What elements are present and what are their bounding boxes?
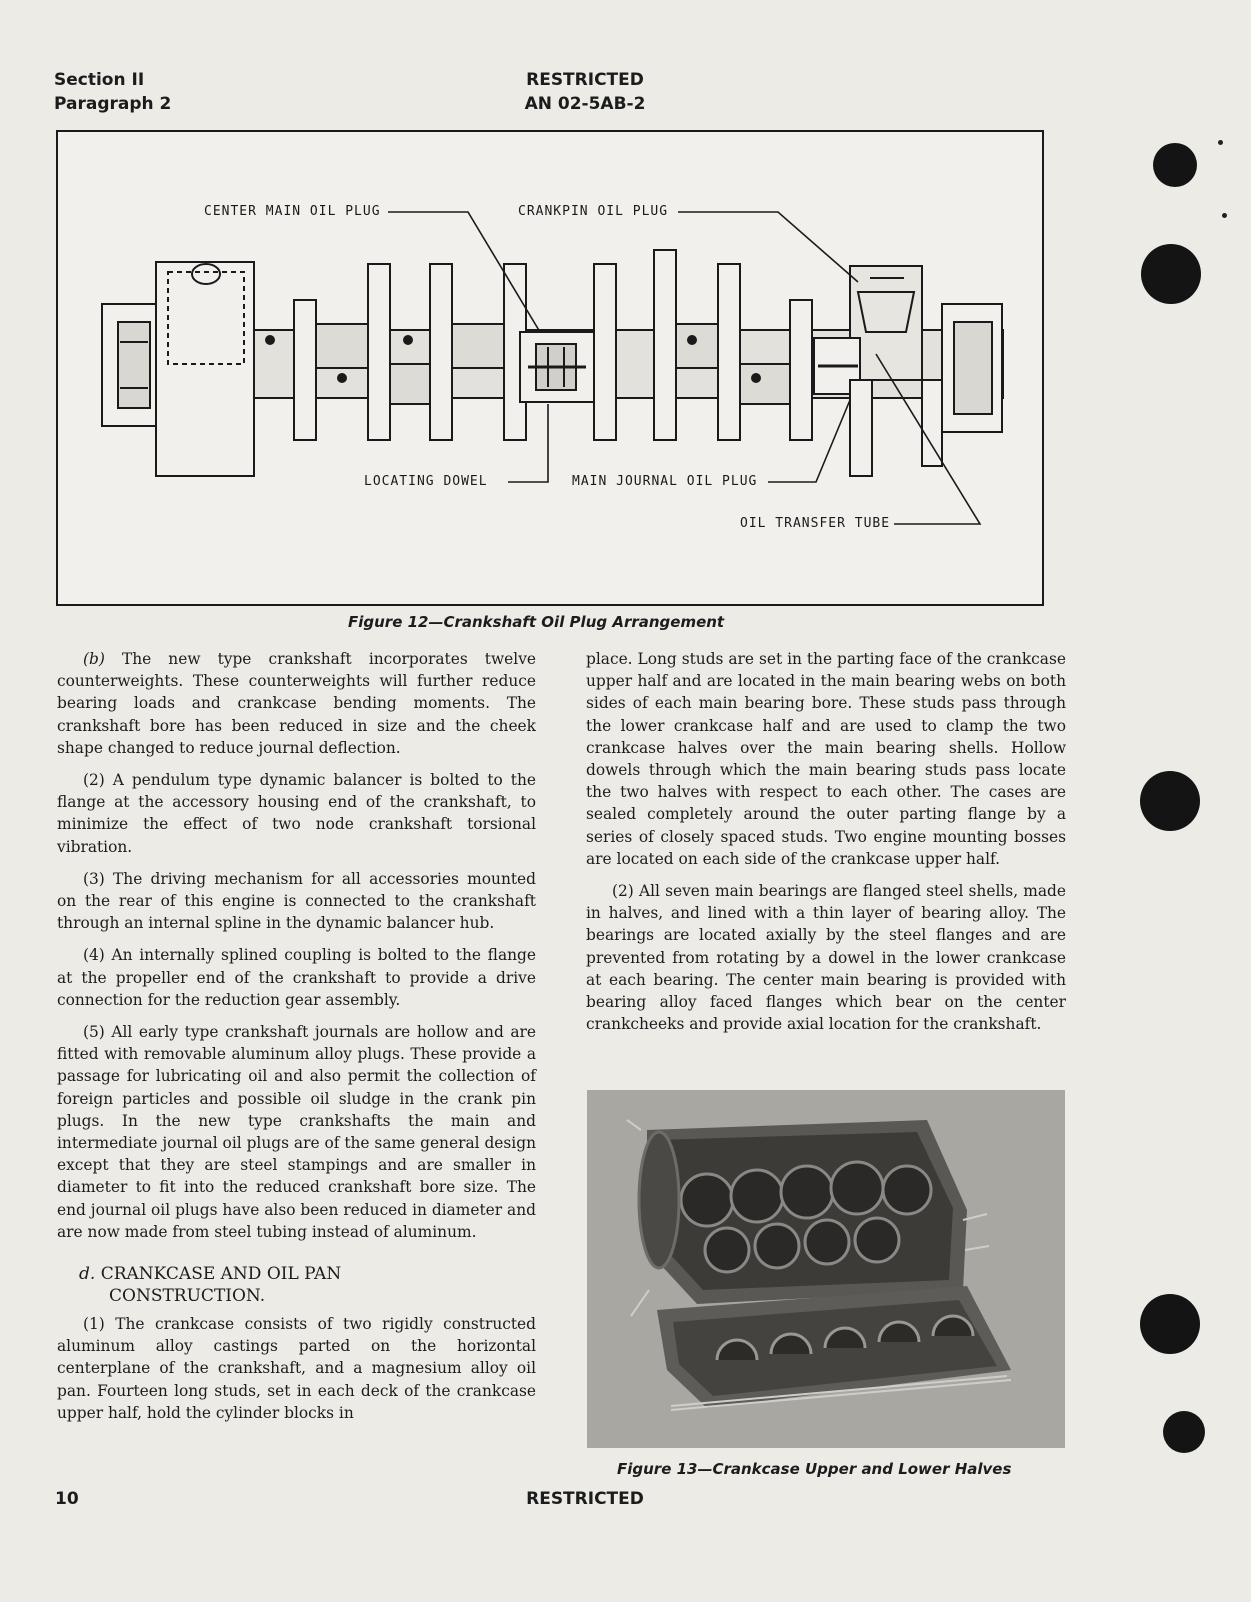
left-column [57, 648, 536, 1434]
page-number: 10 [55, 1489, 79, 1509]
figure-13-crankcase-photo [587, 1090, 1065, 1448]
callout-crankpin-oil-plug: CRANKPIN OIL PLUG [518, 204, 669, 219]
crankshaft-drawing [58, 132, 1042, 604]
heading-label: d. [79, 1264, 96, 1285]
heading-line-1: CRANKCASE AND OIL PAN [95, 1264, 342, 1285]
callout-locating-dowel: LOCATING DOWEL [364, 474, 488, 489]
paragraph-3-driving-mechanism: (3) The driving mechanism for all accessories mounted on the rear of this engine is connected to the crankshaft through an internal spline in the dynamic balancer hub. [57, 869, 536, 933]
heading-line-2: CONSTRUCTION. [109, 1286, 266, 1307]
paragraph-b [57, 648, 536, 759]
paragraph-b-text: The new type crankshaft incorporates twelve counterweights. These counterweights will further reduce bearing loads and crankcase bending moments. The crankshaft bore has been reduced in size and the cheek shape changed to reduce journal deflection. [57, 650, 536, 757]
document-number: AN 02-5AB-2 [524, 94, 646, 114]
callout-center-main-oil-plug: CENTER MAIN OIL PLUG [204, 204, 381, 219]
paragraph-4-coupling: (4) An internally splined coupling is bolted to the flange at the propeller end of the crankshaft to provide a drive connection for the reduction gear assembly. [57, 946, 536, 1009]
footer-classification: RESTRICTED [526, 1489, 644, 1509]
punch-hole [1141, 244, 1201, 304]
punch-hole [1140, 1294, 1200, 1354]
figure-13-caption: Figure 13—Crankcase Upper and Lower Halves [617, 1460, 1012, 1478]
section-heading-d [57, 1263, 536, 1307]
punch-hole [1163, 1411, 1205, 1453]
callout-main-journal-oil-plug: MAIN JOURNAL OIL PLUG [572, 474, 758, 489]
speck [1222, 213, 1227, 218]
figure-12-crankshaft-diagram [56, 130, 1044, 606]
paragraph-b-label: (b) [83, 650, 105, 668]
section-label: Section II [54, 70, 145, 90]
speck [1218, 140, 1223, 145]
crankcase-illustration [587, 1090, 1065, 1448]
paragraph-label: Paragraph 2 [54, 94, 172, 114]
paragraph-continued: place. Long studs are set in the parting face of the crankcase upper half and are located in the main bearing webs on both sides of each main bearing bore. These studs pass through the lower crankcase half and are used to clamp the two crankcase halves over the main bearing shells. Hollow dowels through which the main bearing studs pass locate the two halves with respect to each other. The cases are sealed completely around the outer parting flange by a series of closely spaced studs. Two engine mounting bosses are located on each side of the crankcase upper half. [586, 650, 1066, 868]
callout-oil-transfer-tube: OIL TRANSFER TUBE [740, 516, 891, 531]
punch-hole [1153, 143, 1197, 187]
paragraph-5-journals: (5) All early type crankshaft journals are hollow and are fitted with removable aluminum alloy plugs. These provide a passage for lubricating oil and also permit the collection of foreign particles and possible oil sludge in the crank pin plugs. In the new type crankshafts the main and intermediate journal oil plugs are of the same general design except that they are steel stampings and are smaller in diameter to fit into the reduced crankshaft bore size. The end journal oil plugs have also been reduced in diameter and are now made from steel tubing instead of aluminum. [57, 1023, 536, 1241]
figure-12-caption: Figure 12—Crankshaft Oil Plug Arrangement [348, 613, 725, 631]
header-center [480, 68, 690, 116]
classification-label: RESTRICTED [526, 70, 644, 90]
header-left [54, 68, 171, 116]
punch-hole [1140, 771, 1200, 831]
paragraph-2-balancer: (2) A pendulum type dynamic balancer is bolted to the flange at the accessory housing end of the crankshaft, to minimize the effect of two node crankshaft torsional vibration. [57, 771, 536, 856]
paragraph-d1-crankcase: (1) The crankcase consists of two rigidly constructed aluminum alloy castings parted on the horizontal centerplane of the crankshaft, and a magnesium alloy oil pan. Fourteen long studs, set in each deck of the crankcase upper half, hold the cylinder blocks in [57, 1315, 536, 1422]
right-column [586, 648, 1066, 1045]
paragraph-2-main-bearings: (2) All seven main bearings are flanged steel shells, made in halves, and lined with a thin layer of bearing alloy. The bearings are located axially by the steel flanges and are prevented from rotating by a dowel in the lower crankcase at each bearing. The center main bearing is provided with bearing alloy faced flanges which bear on the center crankcheeks and provide axial location for the crankshaft. [586, 882, 1066, 1034]
